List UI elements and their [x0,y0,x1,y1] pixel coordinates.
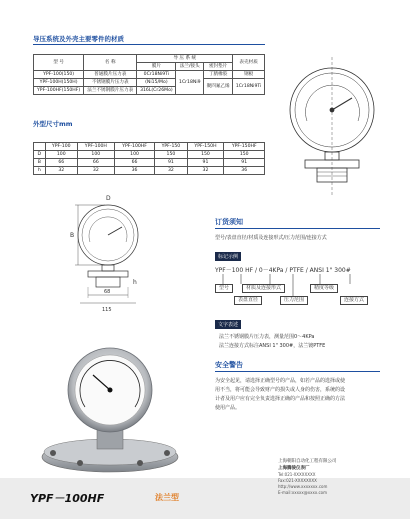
dim-cell: h [34,167,46,175]
label-connection-type: 连接方式 [340,296,368,305]
label-width-2: 115 [102,307,112,313]
cell-model: YPF-100HF(150HF) [34,87,84,95]
dim-cell: 66 [114,159,155,167]
header-sealing: 密封垫片 [204,63,233,71]
label-accuracy: 精度等级 [310,284,338,293]
dimensions-table [33,142,265,175]
label-h: h [133,279,137,286]
cell-model: YPF-100(150) [34,71,84,79]
label-b: B [70,232,75,239]
label-dial-diameter: 表盘直径 [234,296,262,305]
dim-cell: 91 [224,159,265,167]
explain-badge: 文字表述 [215,320,241,329]
footer-type: 法兰型 [155,493,179,502]
dim-cell: 150 [224,151,265,159]
dim-header: YPF-150HF [224,143,265,151]
dim-header: YPF-150 [155,143,187,151]
materials-title: 导压系统及外壳主要零件的材质 [33,35,124,43]
dim-cell: 32 [155,167,187,175]
header-case: 表壳材质 [233,55,265,71]
dim-cell: 32 [77,167,114,175]
dim-cell: 100 [77,151,114,159]
label-material-connection: 材质及连接形式 [242,284,285,293]
cell-name: 不锈钢膜片压力表 [84,79,137,87]
materials-table [33,54,265,95]
cell-name: 普通膜片压力表 [84,71,137,79]
dim-header: YPF-100HF [114,143,155,151]
dim-cell: 36 [224,167,265,175]
example-code: YPF－100 HF / 0－4KPa / PTFE / ANSI 1" 300# [215,267,351,274]
footer-branch: 上海腾骏仪表厂 [278,466,310,471]
dim-cell: B [34,159,46,167]
explain-line-2: 法兰连接方式标注ANSI 1" 300#，法兰镀PTFE [219,343,326,349]
dim-cell: 91 [187,159,224,167]
explain-line-1: 法兰不锈钢膜片压力表，测量范围0～4KPa [219,334,315,340]
cell-flange: 1Cr18Ni9 [176,71,204,95]
label-width-1: 68 [104,289,111,295]
footer-contact-1: Tel:021-XXXXXXXX [278,472,316,477]
dim-cell: 66 [77,159,114,167]
product-photo [35,345,185,480]
footer-product-name: YPF－100HF [30,492,105,505]
dim-cell: 100 [114,151,155,159]
order-line: 型号/表盘直径/材质及连接形式/压力范围/连接方式 [215,235,327,241]
header-system: 导 压 系 统 [137,55,233,63]
table-row [34,167,265,175]
cell-sealing: 丁腈橡胶 [204,71,233,79]
cell-name: 法兰不锈钢膜片压力表 [84,87,137,95]
footer-company: 上海朝阳自动化工程有限公司 [278,459,337,464]
safety-text-4: 使用产品。 [215,405,241,411]
order-title: 订货须知 [215,218,243,226]
cell-diaphragm: 316L(Cr26Mo) [137,87,176,95]
safety-title: 安全警告 [215,361,243,369]
table-row [34,71,265,79]
footer-contact-3: http://www.xxxxxxx.com [278,484,328,489]
table-row [34,159,265,167]
dimensions-title: 外型尺寸mm [33,120,73,128]
dim-header: YPF-150H [187,143,224,151]
safety-title-rule [215,371,380,372]
gauge-drawing-top [270,55,395,205]
dim-cell: 91 [155,159,187,167]
cell-diaphragm: 0Cr18Ni9Ti [137,71,176,79]
dim-cell: D [34,151,46,159]
header-model: 型 号 [34,55,84,71]
safety-text-1: 为安全起见，请选择正确型号的产品，如若产品的选择或使 [215,378,346,384]
dim-cell: 32 [45,167,77,175]
dim-cell: 150 [155,151,187,159]
dim-header: YPF-100 [45,143,77,151]
cell-diaphragm: (Ni15/Mo) [137,79,176,87]
footer-contact-4: E-mail:xxxxx@xxxx.com [278,490,328,495]
materials-title-rule [33,44,265,45]
gauge-drawing-dimensions [60,190,160,320]
table-row [34,151,265,159]
dim-cell: 36 [114,167,155,175]
dim-header [34,143,46,151]
dim-cell: 100 [45,151,77,159]
cell-model: YPF-100H(150H) [34,79,84,87]
table-row [34,79,265,87]
label-d: D [106,195,111,202]
dim-cell: 150 [187,151,224,159]
dim-header: YPF-100H [77,143,114,151]
example-badge: 标记示例 [215,252,241,261]
header-flange: 法兰/接头 [176,63,204,71]
cell-sealing: 聚四氟乙烯 [204,79,233,95]
cell-case: 钢板 [233,71,265,79]
label-pressure-range: 压力范围 [280,296,308,305]
dim-cell: 32 [187,167,224,175]
dim-cell: 66 [45,159,77,167]
footer-contact-2: Fax:021-XXXXXXXX [278,478,317,483]
header-name: 名 称 [84,55,137,71]
header-diaphragm: 膜片 [137,63,176,71]
safety-text-3: 计者及用户应有完全负责选择正确的产品和按照正确的方法 [215,396,346,402]
label-model: 型号 [215,284,233,293]
order-title-rule [215,228,380,229]
safety-text-2: 用不当，将可能会导致财产的损失或人身的伤害，系统的设 [215,387,346,393]
cell-case: 1Cr18Ni9Ti [233,79,265,95]
